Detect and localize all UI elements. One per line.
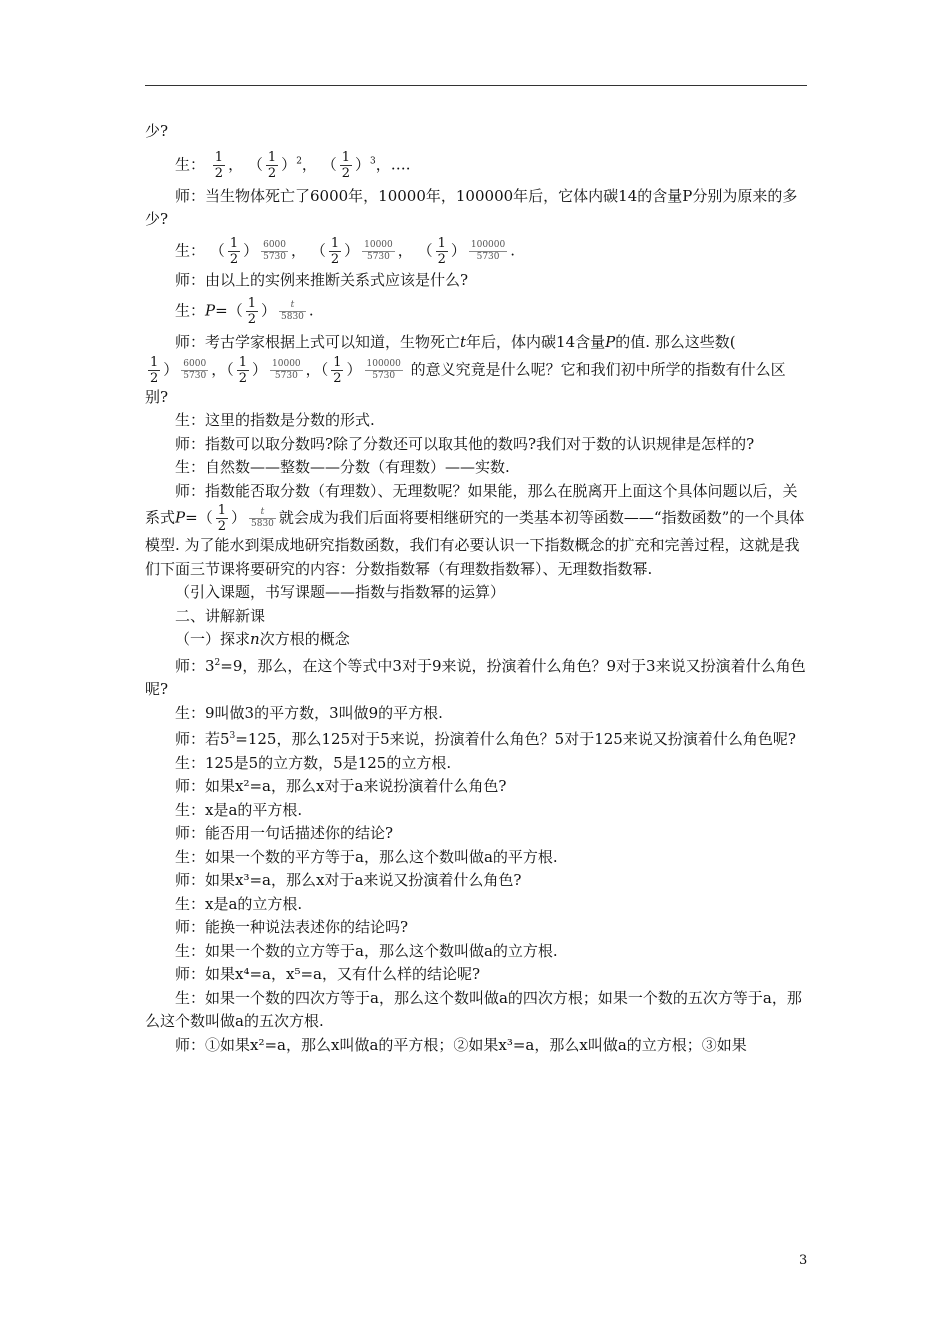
exponent-fraction: $\frac{t}{5830}$ — [251, 507, 274, 529]
exponent-fraction: $\frac{10000}{5730}$ — [272, 358, 301, 381]
text-line: 生：x是a的立方根. — [175, 894, 303, 913]
exponent-fraction: $\frac{100000}{5730}$ — [470, 239, 506, 262]
text-line: 师：由以上的实例来推断关系式应该是什么? — [175, 270, 469, 289]
text-line: 师：当生物体死亡了6000年，10000年，100000年后，它体内碳14的含量P分别为原来的多少? — [145, 186, 798, 228]
exponent-fraction: $\frac{6000}{5730}$ — [263, 239, 287, 262]
text-line: 师：如果x³=a，那么x对于a来说又扮演着什么角色? — [175, 871, 522, 889]
text-line: 师：①如果x²=a，那么x叫做a的平方根；②如果x³=a，那么x叫做a的立方根；③如果 — [175, 1035, 747, 1054]
text-line: 师：能换一种说法表述你的结论吗? — [175, 918, 409, 936]
fraction: $\frac{1}{2}$ — [341, 149, 351, 181]
text-line: 师：考古学家根据上式可以知道，生物死亡t年后，体内碳14含量P的值. 那么这些数( — [175, 333, 736, 351]
header-rule — [145, 85, 807, 86]
subsection-heading: （一）探求n次方根的概念 — [175, 630, 350, 648]
fraction: $\frac{1}{2}$ — [333, 354, 342, 386]
text-line: 师：能否用一句话描述你的结论? — [175, 824, 394, 842]
text-line: （引入课题，书写课题——指数与指数幂的运算） — [175, 583, 506, 601]
text-line: 师：如果x⁴=a，x⁵=a，又有什么样的结论呢? — [175, 965, 481, 983]
text-line: 师：如果x²=a，那么x对于a来说扮演着什么角色? — [175, 777, 507, 795]
fraction: $\frac{1}{2}$ — [437, 235, 446, 267]
fraction: $\frac{1}{2}$ — [214, 149, 224, 181]
text-line: $\frac{1}{2}$ ） $\frac{6000}{5730}$ ，（ $\frac{1}{2}$ ） $\frac{10000}{5730}$ ，（ $\frac{1}{2}$ ） $\frac{100000}{5730}$ 的意义究竟是什么呢？它和我们初中所学的指数有什么区别? — [145, 354, 786, 406]
text-line: 生：如果一个数的平方等于a，那么这个数叫做a的平方根. — [175, 847, 558, 866]
text-line: 师：指数可以取分数吗?除了分数还可以取其他的数吗?我们对于数的认识规律是怎样的? — [175, 434, 755, 453]
section-heading: 二、讲解新课 — [175, 606, 266, 625]
text-line: 生：如果一个数的四次方等于a，那么这个数叫做a的四次方根；如果一个数的五次方等于a，那么这个数叫做a的五次方根. — [145, 988, 802, 1030]
text-line: 生：9叫做3的平方数，3叫做9的平方根. — [175, 703, 443, 722]
text-line: 师：$3^2=9$，那么，在这个等式中3对于9来说，扮演着什么角色？9对于3来说又扮演着什么角色呢? — [145, 656, 806, 698]
text-line: 生：这里的指数是分数的形式. — [175, 411, 375, 429]
text-line: 生：自然数——整数——分数（有理数）——实数. — [175, 458, 510, 476]
text-line: 师：若$5^3=125$，那么125对于5来说，扮演着什么角色？5对于125来说又扮演着什么角色呢? — [175, 730, 796, 748]
fraction: $\frac{1}{2}$ — [229, 235, 239, 267]
text-line: 生：如果一个数的立方等于a，那么这个数叫做a的立方根. — [175, 941, 558, 960]
exponent-fraction: $\frac{10000}{5730}$ — [364, 239, 393, 262]
fraction: $\frac{1}{2}$ — [247, 296, 256, 327]
exponent-fraction: $\frac{t}{5830}$ — [281, 300, 304, 322]
text-line: 生：125是5的立方数，5是125的立方根. — [175, 753, 452, 772]
fraction: $\frac{1}{2}$ — [267, 149, 277, 181]
fraction: $\frac{1}{2}$ — [217, 503, 226, 534]
document-body — [145, 120, 807, 1057]
exponent-fraction: $\frac{6000}{5730}$ — [183, 358, 207, 381]
fraction: $\frac{1}{2}$ — [150, 354, 159, 386]
text-line: 生：P=（ $\frac{1}{2}$ ） $\frac{t}{5830}$ . — [175, 296, 314, 327]
text-line: 师：指数能否取分数（有理数）、无理数呢？如果能，那么在脱离开上面这个具体问题以后，关系式P=（ $\frac{1}{2}$ ） $\frac{t}{5830}$ 就会成为我们后面将要相继研究的一类基本初等函数——“指数函数”的一个具体模型. 为了能水到渠成地研究指数函数，我们有必要认识一下指数概念的扩充和完善过程，这就是我们下面三节课将要研究的内容：分数指数幂（有理数指数幂）、无理数指数幂. — [145, 481, 805, 578]
text-line: 少? — [145, 122, 169, 140]
fraction: $\frac{1}{2}$ — [238, 354, 248, 386]
fraction: $\frac{1}{2}$ — [330, 235, 340, 267]
text-line: 生： $\frac{1}{2}$ ， （ $\frac{1}{2}$ ）$^2$， （ $\frac{1}{2}$ ）$^3$，…. — [175, 149, 411, 181]
text-line: 生： （ $\frac{1}{2}$ ） $\frac{6000}{5730}$ ， （ $\frac{1}{2}$ ） $\frac{10000}{5730}$ ， （ $\frac{1}{2}$ ） $\frac{100000}{5730}$ . — [175, 235, 516, 267]
page-number: 3 — [799, 1253, 808, 1268]
text-line: 生：x是a的平方根. — [175, 800, 303, 819]
exponent-fraction: $\frac{100000}{5730}$ — [366, 358, 401, 381]
